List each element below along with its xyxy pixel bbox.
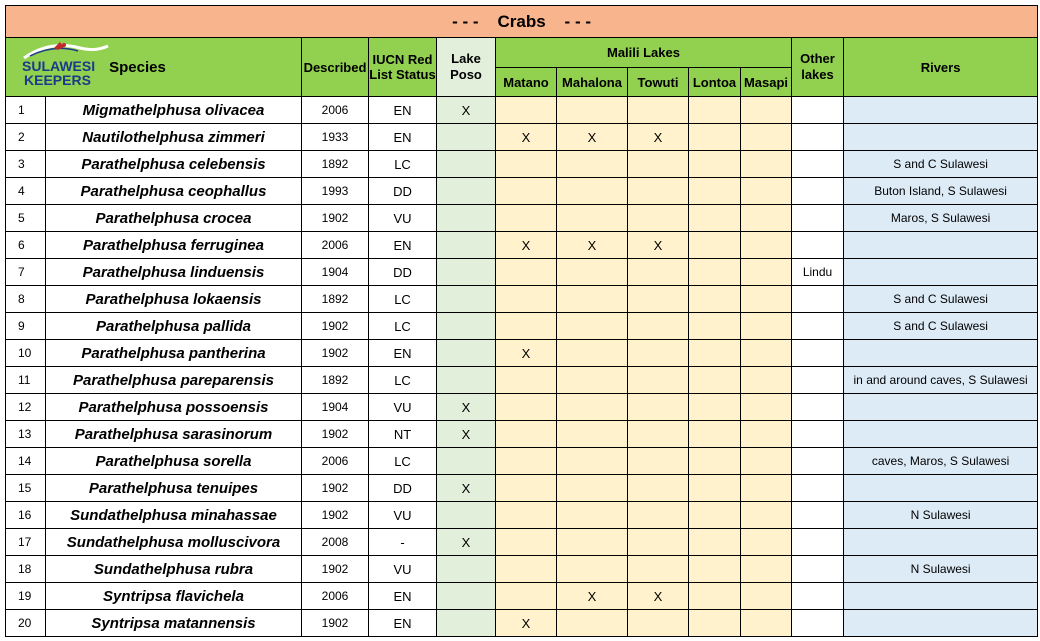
species-cell[interactable]: Parathelphusa pallida (46, 313, 302, 340)
iucn-status-cell[interactable]: EN (369, 610, 437, 637)
described-cell[interactable]: 1892 (302, 367, 369, 394)
lake-poso-cell[interactable] (437, 178, 496, 205)
table-row (6, 502, 1038, 529)
towuti-cell[interactable] (628, 502, 689, 529)
towuti-cell[interactable] (628, 259, 689, 286)
masapi-cell[interactable] (741, 232, 792, 259)
towuti-cell[interactable] (628, 340, 689, 367)
rivers-cell[interactable]: caves, Maros, S Sulawesi (844, 448, 1038, 475)
other-lakes-cell[interactable] (792, 421, 844, 448)
lake-poso-cell[interactable]: X (437, 97, 496, 124)
matano-cell[interactable] (496, 583, 557, 610)
other-lakes-cell[interactable] (792, 583, 844, 610)
lontoa-cell[interactable] (689, 205, 741, 232)
lontoa-cell[interactable] (689, 286, 741, 313)
lake-poso-cell[interactable] (437, 340, 496, 367)
masapi-cell[interactable] (741, 394, 792, 421)
mahalona-cell[interactable]: X (557, 583, 628, 610)
matano-cell[interactable] (496, 448, 557, 475)
row-number-cell[interactable]: 8 (6, 286, 46, 313)
row-number-cell[interactable]: 13 (6, 421, 46, 448)
row-number-cell[interactable]: 17 (6, 529, 46, 556)
masapi-cell[interactable] (741, 178, 792, 205)
matano-cell[interactable]: X (496, 610, 557, 637)
table-row (6, 340, 1038, 367)
table-row (6, 97, 1038, 124)
matano-cell[interactable]: X (496, 124, 557, 151)
rivers-cell[interactable]: Buton Island, S Sulawesi (844, 178, 1038, 205)
lontoa-cell[interactable] (689, 178, 741, 205)
other-lakes-cell[interactable] (792, 610, 844, 637)
described-cell[interactable]: 1902 (302, 610, 369, 637)
mahalona-cell[interactable] (557, 502, 628, 529)
matano-cell[interactable] (496, 313, 557, 340)
lontoa-cell[interactable] (689, 556, 741, 583)
row-number-cell[interactable]: 11 (6, 367, 46, 394)
mahalona-cell[interactable] (557, 556, 628, 583)
masapi-cell[interactable] (741, 151, 792, 178)
other-lakes-cell[interactable] (792, 502, 844, 529)
other-lakes-cell[interactable] (792, 286, 844, 313)
described-cell[interactable]: 2008 (302, 529, 369, 556)
table-row (6, 529, 1038, 556)
iucn-status-cell[interactable]: VU (369, 556, 437, 583)
species-cell[interactable]: Parathelphusa ferruginea (46, 232, 302, 259)
towuti-cell[interactable] (628, 205, 689, 232)
malili-lakes-header[interactable]: Malili Lakes (496, 38, 792, 68)
iucn-status-cell[interactable]: LC (369, 151, 437, 178)
table-row (6, 394, 1038, 421)
rivers-header[interactable]: Rivers (844, 38, 1038, 97)
lake-poso-cell[interactable] (437, 367, 496, 394)
described-cell[interactable]: 1902 (302, 205, 369, 232)
species-cell[interactable]: Parathelphusa celebensis (46, 151, 302, 178)
iucn-status-cell[interactable]: EN (369, 124, 437, 151)
mahalona-cell[interactable] (557, 178, 628, 205)
towuti-cell[interactable]: X (628, 124, 689, 151)
species-cell[interactable]: Parathelphusa sarasinorum (46, 421, 302, 448)
towuti-cell[interactable] (628, 97, 689, 124)
towuti-cell[interactable] (628, 448, 689, 475)
masapi-cell[interactable] (741, 421, 792, 448)
towuti-cell[interactable] (628, 178, 689, 205)
masapi-cell[interactable] (741, 556, 792, 583)
described-header[interactable]: Described (302, 38, 369, 97)
row-number-cell[interactable]: 15 (6, 475, 46, 502)
iucn-header[interactable]: IUCN Red List Status (369, 38, 437, 97)
mahalona-cell[interactable] (557, 367, 628, 394)
masapi-cell[interactable] (741, 259, 792, 286)
crabs-table (5, 5, 1038, 637)
matano-cell[interactable] (496, 286, 557, 313)
mahalona-cell[interactable] (557, 151, 628, 178)
iucn-status-cell[interactable]: VU (369, 502, 437, 529)
lontoa-cell[interactable] (689, 421, 741, 448)
iucn-status-cell[interactable]: LC (369, 313, 437, 340)
rivers-cell[interactable]: S and C Sulawesi (844, 286, 1038, 313)
species-header[interactable] (6, 38, 302, 97)
lake-poso-cell[interactable]: X (437, 421, 496, 448)
rivers-cell[interactable] (844, 340, 1038, 367)
logo-line-2: KEEPERS (24, 72, 91, 88)
lontoa-cell[interactable] (689, 502, 741, 529)
matano-cell[interactable] (496, 502, 557, 529)
masapi-cell[interactable] (741, 610, 792, 637)
other-lakes-cell[interactable] (792, 394, 844, 421)
masapi-cell[interactable] (741, 448, 792, 475)
towuti-cell[interactable]: X (628, 583, 689, 610)
mahalona-cell[interactable] (557, 421, 628, 448)
table-row (6, 313, 1038, 340)
mahalona-cell[interactable]: X (557, 232, 628, 259)
described-cell[interactable]: 1902 (302, 313, 369, 340)
mahalona-cell[interactable] (557, 475, 628, 502)
iucn-status-cell[interactable]: EN (369, 340, 437, 367)
described-cell[interactable]: 1902 (302, 556, 369, 583)
described-cell[interactable]: 1902 (302, 421, 369, 448)
species-cell[interactable]: Sundathelphusa minahassae (46, 502, 302, 529)
iucn-status-cell[interactable]: EN (369, 97, 437, 124)
iucn-status-cell[interactable]: NT (369, 421, 437, 448)
towuti-cell[interactable] (628, 475, 689, 502)
described-cell[interactable]: 1904 (302, 394, 369, 421)
matano-cell[interactable] (496, 529, 557, 556)
rivers-cell[interactable]: in and around caves, S Sulawesi (844, 367, 1038, 394)
lake-poso-cell[interactable]: X (437, 475, 496, 502)
other-lakes-cell[interactable]: Lindu (792, 259, 844, 286)
described-cell[interactable]: 1933 (302, 124, 369, 151)
rivers-cell[interactable]: S and C Sulawesi (844, 151, 1038, 178)
iucn-status-cell[interactable]: VU (369, 205, 437, 232)
other-lakes-cell[interactable] (792, 529, 844, 556)
rivers-cell[interactable]: N Sulawesi (844, 502, 1038, 529)
rivers-cell[interactable] (844, 583, 1038, 610)
matano-cell[interactable] (496, 421, 557, 448)
lontoa-cell[interactable] (689, 259, 741, 286)
mahalona-cell[interactable] (557, 205, 628, 232)
iucn-status-cell[interactable]: EN (369, 232, 437, 259)
lontoa-cell[interactable] (689, 610, 741, 637)
other-lakes-cell[interactable] (792, 313, 844, 340)
masapi-cell[interactable] (741, 340, 792, 367)
other-lakes-cell[interactable] (792, 232, 844, 259)
mahalona-cell[interactable] (557, 259, 628, 286)
matano-cell[interactable] (496, 151, 557, 178)
species-cell[interactable]: Parathelphusa sorella (46, 448, 302, 475)
row-number-cell[interactable]: 20 (6, 610, 46, 637)
other-lakes-cell[interactable] (792, 178, 844, 205)
lake-poso-cell[interactable] (437, 232, 496, 259)
species-cell[interactable]: Parathelphusa crocea (46, 205, 302, 232)
iucn-status-cell[interactable]: LC (369, 286, 437, 313)
described-cell[interactable]: 1904 (302, 259, 369, 286)
other-lakes-header[interactable]: Other lakes (792, 38, 844, 97)
row-number-cell[interactable]: 2 (6, 124, 46, 151)
lontoa-cell[interactable] (689, 367, 741, 394)
masapi-cell[interactable] (741, 367, 792, 394)
lake-poso-cell[interactable]: X (437, 529, 496, 556)
crabs-spreadsheet (5, 5, 1037, 639)
lontoa-cell[interactable] (689, 124, 741, 151)
other-lakes-cell[interactable] (792, 151, 844, 178)
described-cell[interactable]: 1902 (302, 502, 369, 529)
lake-poso-cell[interactable] (437, 583, 496, 610)
species-cell[interactable]: Syntripsa flavichela (46, 583, 302, 610)
described-cell[interactable]: 2006 (302, 583, 369, 610)
lontoa-cell[interactable] (689, 475, 741, 502)
towuti-cell[interactable] (628, 313, 689, 340)
table-row (6, 556, 1038, 583)
described-cell[interactable]: 1892 (302, 151, 369, 178)
described-cell[interactable]: 1902 (302, 340, 369, 367)
mahalona-cell[interactable] (557, 97, 628, 124)
towuti-cell[interactable] (628, 367, 689, 394)
lontoa-cell[interactable] (689, 583, 741, 610)
lontoa-cell[interactable] (689, 151, 741, 178)
lake-poso-cell[interactable] (437, 502, 496, 529)
mahalona-cell[interactable]: X (557, 124, 628, 151)
lake-poso-cell[interactable] (437, 556, 496, 583)
towuti-cell[interactable] (628, 610, 689, 637)
species-cell[interactable]: Parathelphusa pareparensis (46, 367, 302, 394)
lake-poso-cell[interactable] (437, 259, 496, 286)
table-row (6, 475, 1038, 502)
iucn-status-cell[interactable]: EN (369, 583, 437, 610)
row-number-cell[interactable]: 4 (6, 178, 46, 205)
other-lakes-cell[interactable] (792, 475, 844, 502)
table-row (6, 259, 1038, 286)
masapi-cell[interactable] (741, 124, 792, 151)
species-cell[interactable]: Parathelphusa linduensis (46, 259, 302, 286)
iucn-status-cell[interactable]: DD (369, 259, 437, 286)
lontoa-header[interactable]: Lontoa (689, 68, 741, 97)
matano-cell[interactable] (496, 97, 557, 124)
mahalona-cell[interactable] (557, 340, 628, 367)
row-number-cell[interactable]: 18 (6, 556, 46, 583)
sheet-title: - - - Crabs - - - (452, 11, 591, 31)
mahalona-header[interactable]: Mahalona (557, 68, 628, 97)
matano-cell[interactable] (496, 556, 557, 583)
lontoa-cell[interactable] (689, 340, 741, 367)
lontoa-cell[interactable] (689, 448, 741, 475)
matano-cell[interactable] (496, 259, 557, 286)
mahalona-cell[interactable] (557, 394, 628, 421)
table-row (6, 205, 1038, 232)
lake-poso-cell[interactable] (437, 610, 496, 637)
row-number-cell[interactable]: 7 (6, 259, 46, 286)
iucn-status-cell[interactable]: DD (369, 178, 437, 205)
masapi-cell[interactable] (741, 286, 792, 313)
rivers-cell[interactable] (844, 394, 1038, 421)
species-cell[interactable]: Parathelphusa tenuipes (46, 475, 302, 502)
lake-poso-cell[interactable] (437, 205, 496, 232)
table-row (6, 124, 1038, 151)
matano-cell[interactable] (496, 205, 557, 232)
row-number-cell[interactable]: 16 (6, 502, 46, 529)
lontoa-cell[interactable] (689, 394, 741, 421)
mahalona-cell[interactable] (557, 286, 628, 313)
sulawesi-keepers-logo (20, 38, 116, 96)
table-row (6, 151, 1038, 178)
masapi-cell[interactable] (741, 313, 792, 340)
row-number-cell[interactable]: 1 (6, 97, 46, 124)
lake-poso-cell[interactable] (437, 151, 496, 178)
other-lakes-cell[interactable] (792, 205, 844, 232)
matano-cell[interactable] (496, 178, 557, 205)
towuti-cell[interactable] (628, 529, 689, 556)
iucn-status-cell[interactable]: LC (369, 448, 437, 475)
described-cell[interactable]: 2006 (302, 97, 369, 124)
rivers-cell[interactable] (844, 124, 1038, 151)
lake-poso-cell[interactable]: X (437, 394, 496, 421)
rivers-cell[interactable] (844, 475, 1038, 502)
described-cell[interactable]: 2006 (302, 232, 369, 259)
towuti-cell[interactable]: X (628, 232, 689, 259)
masapi-cell[interactable] (741, 205, 792, 232)
row-number-cell[interactable]: 3 (6, 151, 46, 178)
logo-line-1: SULAWESI (22, 58, 96, 74)
row-number-cell[interactable]: 12 (6, 394, 46, 421)
towuti-cell[interactable] (628, 394, 689, 421)
described-cell[interactable]: 1902 (302, 475, 369, 502)
rivers-cell[interactable] (844, 97, 1038, 124)
species-cell[interactable]: Migmathelphusa olivacea (46, 97, 302, 124)
mahalona-cell[interactable] (557, 529, 628, 556)
iucn-status-cell[interactable]: DD (369, 475, 437, 502)
other-lakes-cell[interactable] (792, 556, 844, 583)
table-row (6, 448, 1038, 475)
iucn-status-cell[interactable]: - (369, 529, 437, 556)
described-cell[interactable]: 1993 (302, 178, 369, 205)
masapi-cell[interactable] (741, 529, 792, 556)
matano-cell[interactable] (496, 475, 557, 502)
matano-cell[interactable]: X (496, 232, 557, 259)
lake-poso-cell[interactable] (437, 313, 496, 340)
rivers-cell[interactable] (844, 529, 1038, 556)
lontoa-cell[interactable] (689, 313, 741, 340)
mahalona-cell[interactable] (557, 610, 628, 637)
row-number-cell[interactable]: 14 (6, 448, 46, 475)
towuti-cell[interactable] (628, 286, 689, 313)
masapi-cell[interactable] (741, 502, 792, 529)
described-cell[interactable]: 2006 (302, 448, 369, 475)
matano-header[interactable]: Matano (496, 68, 557, 97)
other-lakes-cell[interactable] (792, 340, 844, 367)
sheet-title-cell[interactable] (6, 6, 1038, 38)
table-row (6, 610, 1038, 637)
matano-cell[interactable]: X (496, 340, 557, 367)
species-cell[interactable]: Sundathelphusa rubra (46, 556, 302, 583)
table-row (6, 178, 1038, 205)
other-lakes-cell[interactable] (792, 97, 844, 124)
masapi-header[interactable]: Masapi (741, 68, 792, 97)
masapi-cell[interactable] (741, 475, 792, 502)
species-header-label: Species (109, 58, 166, 76)
described-cell[interactable]: 1892 (302, 286, 369, 313)
rivers-cell[interactable] (844, 259, 1038, 286)
species-cell[interactable]: Parathelphusa pantherina (46, 340, 302, 367)
row-number-cell[interactable]: 10 (6, 340, 46, 367)
species-cell[interactable]: Parathelphusa possoensis (46, 394, 302, 421)
matano-cell[interactable] (496, 394, 557, 421)
lontoa-cell[interactable] (689, 97, 741, 124)
table-row (6, 583, 1038, 610)
rivers-cell[interactable] (844, 421, 1038, 448)
species-cell[interactable]: Sundathelphusa molluscivora (46, 529, 302, 556)
rivers-cell[interactable] (844, 610, 1038, 637)
iucn-status-cell[interactable]: VU (369, 394, 437, 421)
towuti-header[interactable]: Towuti (628, 68, 689, 97)
species-cell[interactable]: Nautilothelphusa zimmeri (46, 124, 302, 151)
mahalona-cell[interactable] (557, 448, 628, 475)
row-number-cell[interactable]: 9 (6, 313, 46, 340)
table-row (6, 286, 1038, 313)
towuti-cell[interactable] (628, 556, 689, 583)
other-lakes-cell[interactable] (792, 448, 844, 475)
lake-poso-cell[interactable] (437, 448, 496, 475)
lake-poso-cell[interactable] (437, 124, 496, 151)
towuti-cell[interactable] (628, 151, 689, 178)
species-cell[interactable]: Syntripsa matannensis (46, 610, 302, 637)
other-lakes-cell[interactable] (792, 124, 844, 151)
rivers-cell[interactable]: N Sulawesi (844, 556, 1038, 583)
other-lakes-cell[interactable] (792, 367, 844, 394)
table-row (6, 232, 1038, 259)
lake-poso-header[interactable]: Lake Poso (437, 38, 496, 97)
rivers-cell[interactable]: S and C Sulawesi (844, 313, 1038, 340)
row-number-cell[interactable]: 19 (6, 583, 46, 610)
lake-poso-cell[interactable] (437, 286, 496, 313)
masapi-cell[interactable] (741, 583, 792, 610)
row-number-cell[interactable]: 6 (6, 232, 46, 259)
matano-cell[interactable] (496, 367, 557, 394)
iucn-status-cell[interactable]: LC (369, 367, 437, 394)
lontoa-cell[interactable] (689, 232, 741, 259)
table-row (6, 367, 1038, 394)
species-cell[interactable]: Parathelphusa lokaensis (46, 286, 302, 313)
lontoa-cell[interactable] (689, 529, 741, 556)
mahalona-cell[interactable] (557, 313, 628, 340)
rivers-cell[interactable] (844, 232, 1038, 259)
row-number-cell[interactable]: 5 (6, 205, 46, 232)
rivers-cell[interactable]: Maros, S Sulawesi (844, 205, 1038, 232)
table-row (6, 421, 1038, 448)
towuti-cell[interactable] (628, 421, 689, 448)
species-cell[interactable]: Parathelphusa ceophallus (46, 178, 302, 205)
masapi-cell[interactable] (741, 97, 792, 124)
